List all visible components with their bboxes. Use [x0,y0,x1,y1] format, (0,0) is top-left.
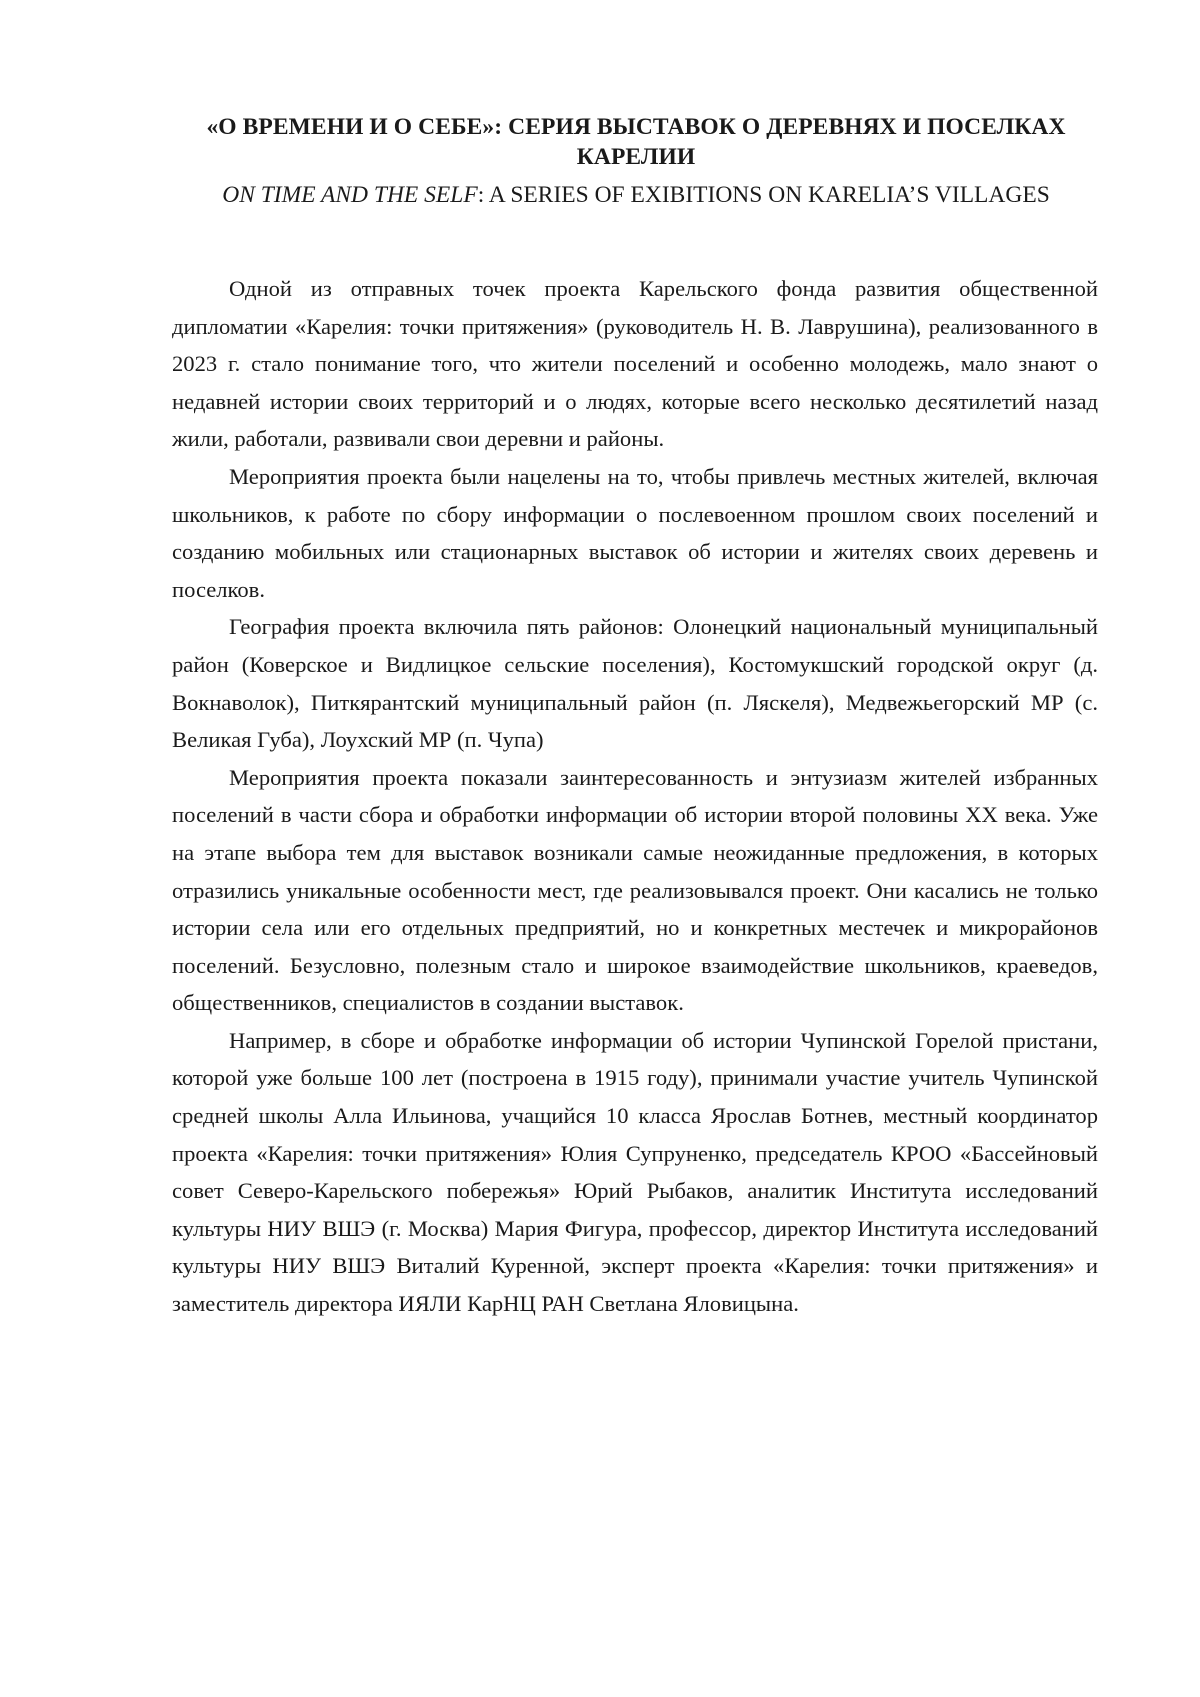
title-russian: «О ВРЕМЕНИ И О СЕБЕ»: СЕРИЯ ВЫСТАВОК О ДЕРЕВНЯХ И ПОСЕЛКАХ КАРЕЛИИ [170,112,1102,172]
title-english [170,180,1102,210]
document-body [172,270,1098,1323]
paragraph-4: Мероприятия проекта показали заинтересованность и энтузиазм жителей избранных поселений в части сбора и обработки информации об истории второй половины XX века. Уже на этапе выбора тем для выставок возникали самые неожиданные предложения, в которых отразились уникальные особенности мест, где реализовывался проект. Они касались не только истории села или его отдельных предприятий, но и конкретных местечек и микрорайонов поселений. Безусловно, полезным стало и широкое взаимодействие школьников, краеведов, общественников, специалистов в создании выставок. [172,759,1098,1022]
title-english-rest: : A SERIES OF EXIBITIONS ON KARELIA’S VILLAGES [478,182,1050,208]
title-english-italic: ON TIME AND THE SELF [222,182,477,208]
paragraph-3: География проекта включила пять районов: Олонецкий национальный муниципальный район (Коверское и Видлицкое сельские поселения), Костомукшский городской округ (д. Вокнаволок), Питкярантский муниципальный район (п. Ляскеля), Медвежьегорский МР (с. Великая Губа), Лоухский МР (п. Чупа) [172,608,1098,758]
document-page [0,0,1200,1697]
paragraph-2: Мероприятия проекта были нацелены на то, чтобы привлечь местных жителей, включая школьников, к работе по сбору информации о послевоенном прошлом своих поселений и созданию мобильных или стационарных выставок об истории и жителях своих деревень и поселков. [172,458,1098,608]
document-heading [170,112,1102,210]
paragraph-5: Например, в сборе и обработке информации об истории Чупинской Горелой пристани, которой уже больше 100 лет (построена в 1915 году), принимали участие учитель Чупинской средней школы Алла Ильинова, учащийся 10 класса Ярослав Ботнев, местный координатор проекта «Карелия: точки притяжения» Юлия Супруненко, председатель КРОО «Бассейновый совет Северо-Карельского побережья» Юрий Рыбаков, аналитик Института исследований культуры НИУ ВШЭ (г. Москва) Мария Фигура, профессор, директор Института исследований культуры НИУ ВШЭ Виталий Куренной, эксперт проекта «Карелия: точки притяжения» и заместитель директора ИЯЛИ КарНЦ РАН Светлана Яловицына. [172,1022,1098,1323]
paragraph-1: Одной из отправных точек проекта Карельского фонда развития общественной дипломатии «Карелия: точки притяжения» (руководитель Н. В. Лаврушина), реализованного в 2023 г. стало понимание того, что жители поселений и особенно молодежь, мало знают о недавней истории своих территорий и о людях, которые всего несколько десятилетий назад жили, работали, развивали свои деревни и районы. [172,270,1098,458]
